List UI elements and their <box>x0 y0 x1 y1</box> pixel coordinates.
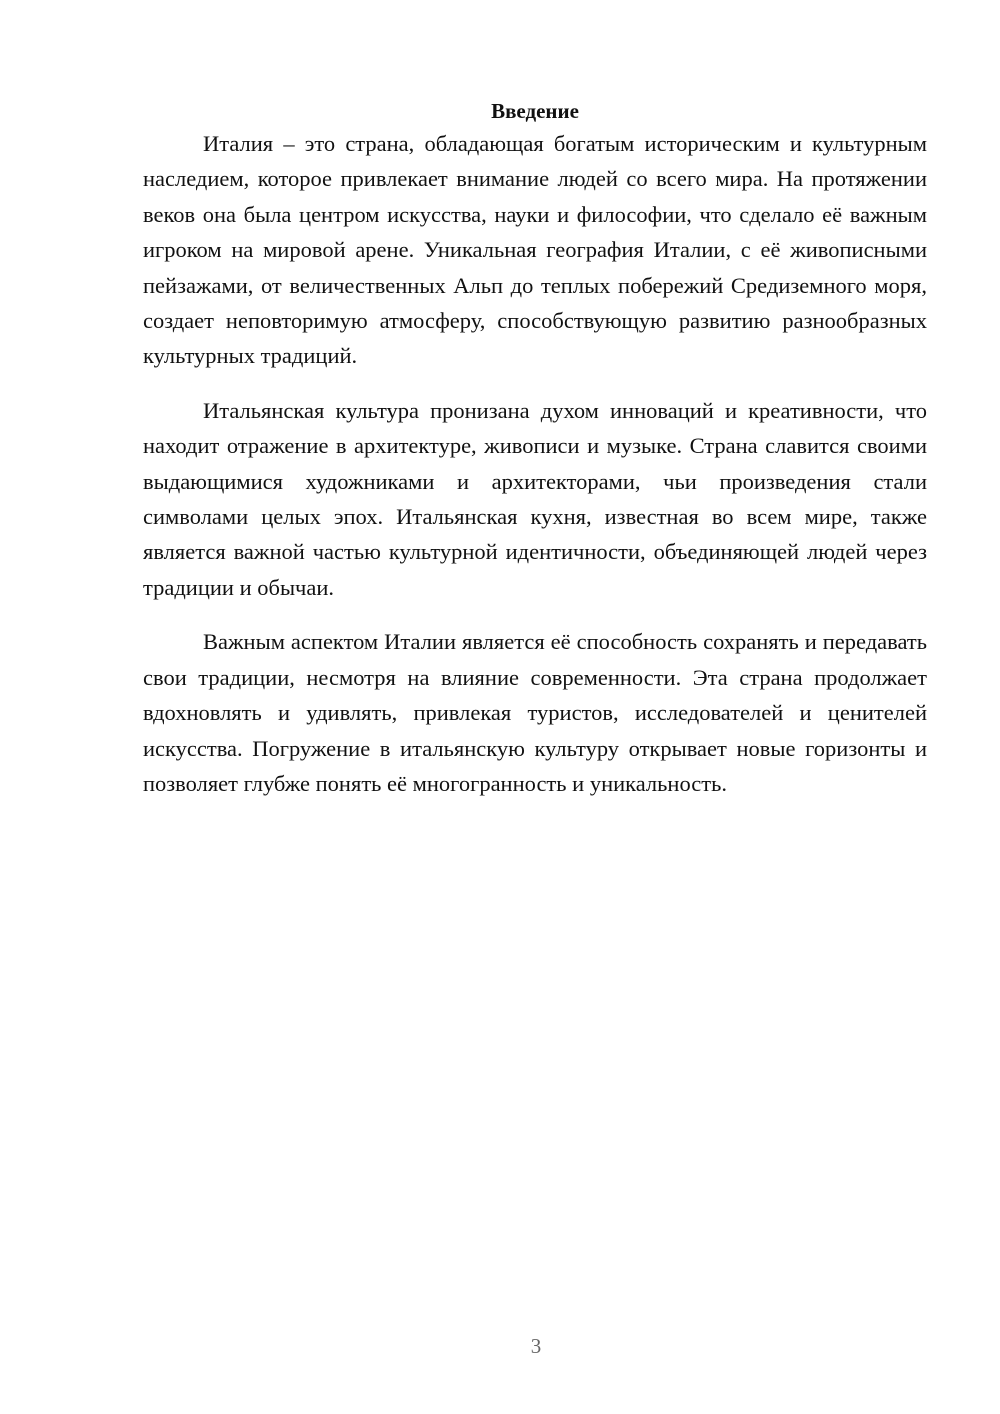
paragraph-3: Важным аспектом Италии является её способность сохранять и передавать свои традиции, несмотря на влияние современности. Эта страна продолжает вдохновлять и удивлять, привлекая туристов, исследователей и ценителей искусства. Погружение в итальянскую культуру открывает новые горизонты и позволяет глубже понять её многогранность и уникальность. <box>143 629 927 796</box>
page-number: 3 <box>530 1334 542 1358</box>
paragraph-2: Итальянская культура пронизана духом инноваций и креативности, что находит отражение в архитектуре, живописи и музыке. Страна славится своими выдающимися художниками и архитекторами, чьи произведения стали символами целых эпох. Итальянская кухня, известная во всем мире, также является важной частью культурной идентичности, объединяющей людей через традиции и обычаи. <box>143 397 927 600</box>
section-heading: Введение <box>491 99 579 123</box>
paragraph-1: Италия – это страна, обладающая богатым историческим и культурным наследием, которое привлекает внимание людей со всего мира. На протяжении веков она была центром искусства, науки и философии, что сделало её важным игроком на мировой арене. Уникальная география Италии, с её живописными пейзажами, от величественных Альп до теплых побережий Средиземного моря, создает неповторимую атмосферу, способствующую развитию разнообразных культурных традиций. <box>143 131 927 369</box>
page-body <box>143 96 927 801</box>
